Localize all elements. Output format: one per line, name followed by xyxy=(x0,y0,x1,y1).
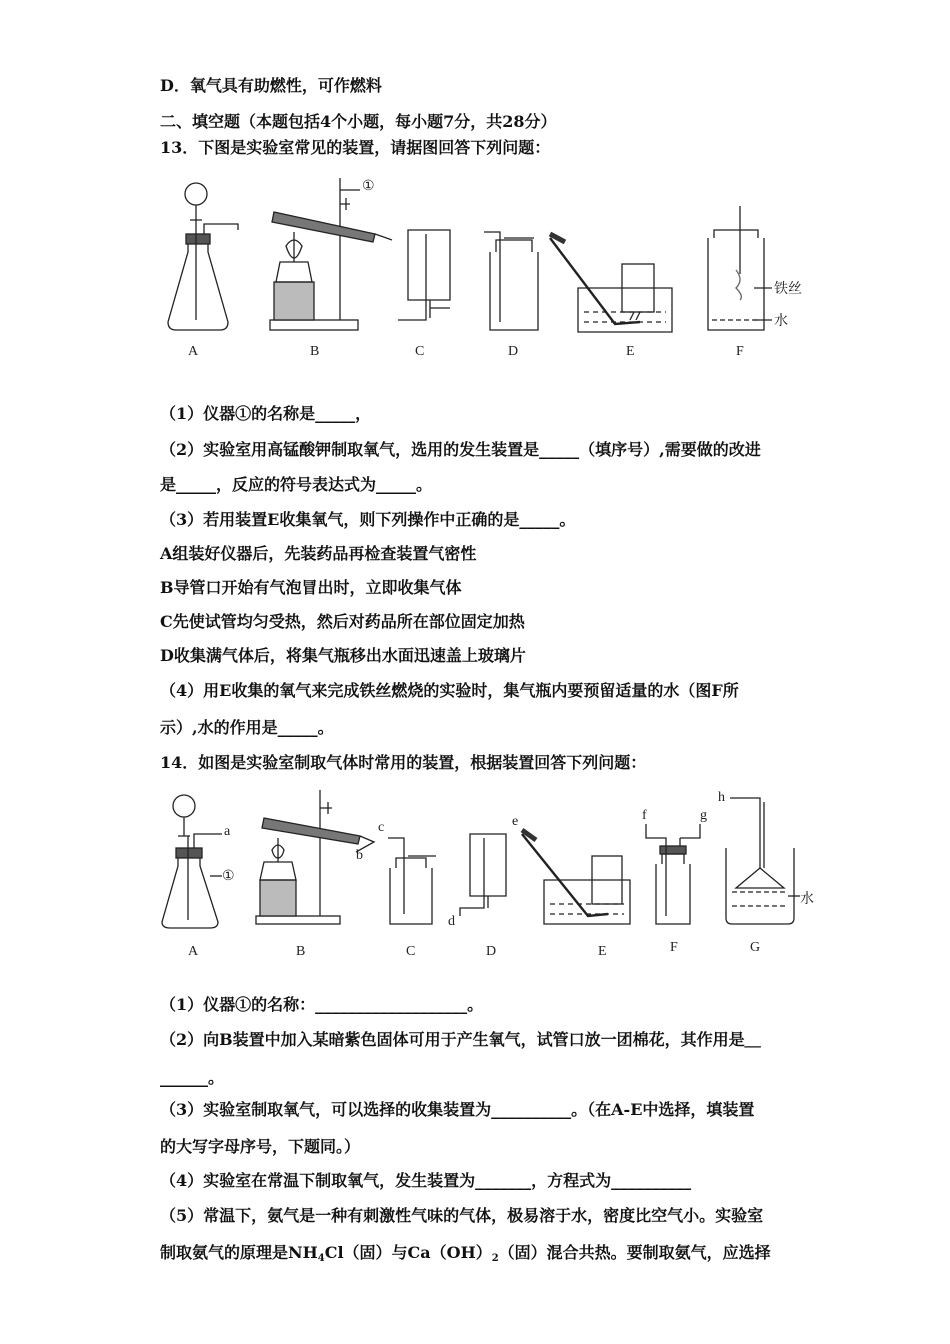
apparatus-a-flask xyxy=(168,183,238,330)
q13-option-c: C先使试管均匀受热，然后对药品所在部位固定加热 xyxy=(160,612,525,631)
fig14-port-g: g xyxy=(700,808,707,823)
fig14-label-d: D xyxy=(486,944,497,959)
option-d: D．氧气具有助燃性，可作燃料 xyxy=(160,76,382,95)
q14-part5-b-text2: Cl（固）与Ca（OH） xyxy=(324,1243,492,1262)
q14-part5-b xyxy=(160,1243,771,1269)
apparatus-d-bottle xyxy=(484,232,538,330)
fig14-port-c: c xyxy=(378,820,385,835)
figure-14-drawing xyxy=(160,784,820,964)
q14-part5-b-sub2: 2 xyxy=(491,1253,499,1264)
q13-part4-b: 示）,水的作用是_____。 xyxy=(160,718,334,737)
apparatus-e-trough xyxy=(522,830,630,924)
q14-part4: （4）实验室在常温下制取氧气，发生装置为_______，方程式为__________ xyxy=(160,1171,692,1190)
q13-option-d: D收集满气体后，将集气瓶移出水面迅速盖上玻璃片 xyxy=(160,646,526,665)
fig14-label-f: F xyxy=(670,940,678,955)
fig14-label-g: G xyxy=(750,940,761,955)
q14-part5-a: （5）常温下，氨气是一种有刺激性气味的气体，极易溶于水，密度比空气小。实验室 xyxy=(160,1206,764,1225)
q14-part5-b-text1: 制取氨气的原理是NH xyxy=(160,1243,318,1262)
figure-13 xyxy=(160,172,820,372)
q14-part3-a: （3）实验室制取氧气，可以选择的收集装置为__________。（在A-E中选择，填装置 xyxy=(160,1100,755,1119)
q14-part2-b: ______。 xyxy=(160,1068,225,1087)
apparatus-a-flask xyxy=(162,795,222,928)
q13-part3: （3）若用装置E收集氧气，则下列操作中正确的是_____。 xyxy=(160,510,576,529)
section-heading: 二、填空题（本题包括4个小题，每小题7分，共28分） xyxy=(160,112,557,131)
apparatus-d-bottle xyxy=(460,834,506,916)
fig13-label-f: F xyxy=(736,344,744,359)
q14-part1: （1）仪器①的名称：___________________。 xyxy=(160,995,484,1014)
apparatus-c-bottle xyxy=(388,838,436,924)
fig14-label-c: C xyxy=(406,944,416,959)
fig14-marker-1: ① xyxy=(222,869,235,884)
fig13-water-label: 水 xyxy=(774,314,788,329)
q13-option-a: A组装好仪器后，先装药品再检查装置气密性 xyxy=(160,544,477,563)
fig14-port-f: f xyxy=(642,808,647,823)
fig13-label-c: C xyxy=(415,344,425,359)
q13-part1: （1）仪器①的名称是_____， xyxy=(160,404,372,423)
fig14-port-h: h xyxy=(718,790,725,805)
q14-part5-b-sub1: 4 xyxy=(317,1253,325,1264)
fig13-label-d: D xyxy=(508,344,519,359)
figure-14 xyxy=(160,784,820,964)
q14-stem: 14．如图是实验室制取气体时常用的装置，根据装置回答下列问题： xyxy=(160,753,647,772)
q14-part2-a: （2）向B装置中加入某暗紫色固体可用于产生氧气，试管口放一团棉花，其作用是＿ xyxy=(160,1030,761,1049)
q13-part2-a: （2）实验室用高锰酸钾制取氧气，选用的发生装置是_____（填序号）,需要做的改进 xyxy=(160,440,761,459)
q13-option-b: B导管口开始有气泡冒出时，立即收集气体 xyxy=(160,578,462,597)
fig13-label-e: E xyxy=(626,344,635,359)
fig14-label-a: A xyxy=(188,944,199,959)
fig14-port-b: b xyxy=(356,848,363,863)
fig14-water-label: 水 xyxy=(800,892,814,907)
figure-13-drawing xyxy=(160,172,820,372)
q13-stem: 13．下图是实验室常见的装置，请据图回答下列问题： xyxy=(160,138,551,157)
fig14-label-b: B xyxy=(296,944,306,959)
fig14-port-a: a xyxy=(224,824,231,839)
apparatus-b-heating xyxy=(270,178,392,330)
apparatus-e-trough xyxy=(550,234,672,332)
fig14-label-e: E xyxy=(598,944,607,959)
apparatus-f-iron-wire xyxy=(708,206,772,330)
q13-part2-b: 是_____，反应的符号表达式为_____。 xyxy=(160,475,433,494)
fig13-label-a: A xyxy=(188,344,199,359)
fig14-port-d: d xyxy=(448,914,455,929)
apparatus-g-beaker xyxy=(726,798,800,924)
q13-part4-a: （4）用E收集的氧气来完成铁丝燃烧的实验时，集气瓶内要预留适量的水（图F所 xyxy=(160,681,739,700)
fig13-iron-wire-label: 铁丝 xyxy=(774,282,802,297)
fig13-marker-1: ① xyxy=(362,179,375,194)
q14-part3-b: 的大写字母序号，下题同。） xyxy=(160,1137,361,1156)
fig13-label-b: B xyxy=(310,344,320,359)
q14-part5-b-text3: （固）混合共热。要制取氨气，应选择 xyxy=(498,1243,771,1262)
fig14-port-e: e xyxy=(512,814,519,829)
apparatus-c-bottle xyxy=(398,230,450,320)
apparatus-f-bottle xyxy=(646,824,700,924)
